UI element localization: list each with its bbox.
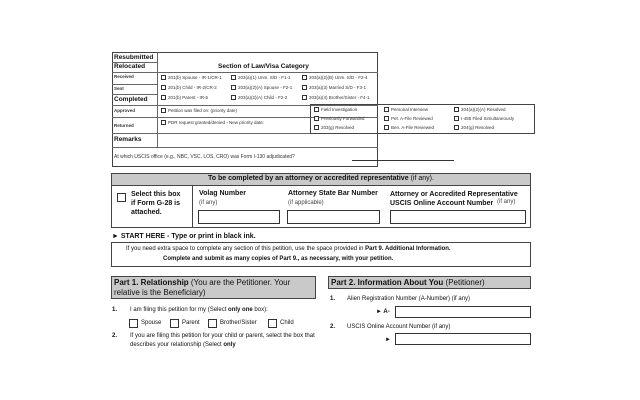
uscis-office-question: At which USCIS office (e.g., NBC, VSC, LOS, CRO) was Form I-130 adjudicated? — [114, 154, 295, 160]
review-checkbox[interactable] — [384, 125, 389, 130]
law-checkbox[interactable] — [231, 85, 236, 90]
attorney-header-text — [208, 175, 434, 182]
part2-title — [331, 278, 485, 287]
divider — [112, 72, 378, 73]
law-option: 203(a)(2)(B) Unm. S/D - F2-4 — [309, 75, 368, 80]
online-account-arrow-icon: ► — [385, 337, 391, 343]
law-option: 203(a)(4) Brother/Sister - F4-1 — [309, 95, 370, 100]
law-option: 201(b) Child - IR-2/CR-2 — [168, 85, 217, 90]
p2-q2-number: 2. — [330, 324, 336, 330]
review-item: 204(g) Resolved — [461, 125, 495, 130]
law-option: 201(b) Parent - IR-5 — [168, 95, 209, 100]
returned-checkbox[interactable] — [161, 120, 166, 125]
q1-number: 1. — [112, 307, 118, 313]
sent-label: Sent — [114, 86, 124, 91]
volag-note: (if any) — [199, 200, 218, 206]
review-checkbox[interactable] — [454, 125, 459, 130]
part2-title-bold: Part 2. Information About You — [331, 278, 444, 287]
law-checkbox[interactable] — [302, 95, 307, 100]
q2-number: 2. — [112, 333, 118, 339]
bar-label: Attorney State Bar Number — [288, 190, 378, 197]
law-checkbox[interactable] — [161, 75, 166, 80]
start-arrow-icon: ► — [112, 233, 119, 240]
child-checkbox[interactable] — [268, 319, 277, 328]
divider — [112, 94, 157, 95]
q1-text — [130, 307, 268, 313]
review-checkbox[interactable] — [314, 116, 319, 121]
rep-label: Attorney or Accredited Representative USCIS Online Account Number — [390, 191, 518, 207]
review-item: I-485 Filed Simultaneously — [461, 116, 515, 121]
resubmitted-label: Resubmitted — [114, 54, 154, 61]
q2-text — [130, 332, 316, 350]
law-checkbox[interactable] — [302, 75, 307, 80]
q2-text-main: If you are filing this petition for your child or parent, select the box that describes your relationship (Select — [130, 333, 315, 348]
parent-checkbox[interactable] — [170, 319, 179, 328]
rep-input[interactable] — [390, 210, 526, 224]
attorney-header-note: (if any). — [410, 175, 434, 182]
law-option: 203(a)(1) Unm. S/D - F1-1 — [238, 75, 291, 80]
instructions-line1 — [126, 246, 451, 252]
bar-input[interactable] — [287, 210, 380, 224]
review-checkbox[interactable] — [314, 107, 319, 112]
part1-title-bold: Part 1. Relationship — [114, 278, 189, 287]
instructions-text: If you need extra space to complete any section of this petition, use the space provided in — [126, 246, 364, 252]
approved-checkbox[interactable] — [161, 108, 166, 113]
relocated-label: Relocated — [114, 63, 146, 70]
completed-label: Completed — [114, 96, 148, 103]
review-checkbox[interactable] — [384, 116, 389, 121]
approved-label: Approved — [114, 108, 136, 113]
g28-label: Select this box if Form G-28 is attached. — [131, 191, 181, 216]
online-account-input[interactable] — [395, 333, 531, 345]
law-option: 201(b) Spouse - IR-1/CR-1 — [168, 75, 222, 80]
review-item: Field Investigation — [321, 107, 358, 112]
spouse-checkbox[interactable] — [129, 319, 138, 328]
child-label: Child — [280, 320, 294, 326]
received-label: Received — [114, 74, 134, 79]
p2-q1-text: Alien Registration Number (A-Number) (if any) — [347, 296, 471, 302]
law-option: 203(a)(3) Married S/D - F3-1 — [309, 85, 367, 90]
volag-label: Volag Number — [199, 190, 246, 197]
instructions-line2: Complete and submit as many copies of Part 9., as necessary, with your petition. — [163, 256, 394, 262]
returned-label: Returned — [114, 123, 134, 128]
law-option: 203(a)(2)(A) Spouse - F2-1 — [238, 85, 293, 90]
divider — [112, 147, 378, 148]
instructions-bold: Part 9. Additional Information. — [365, 246, 451, 252]
review-item: Previously Forwarded — [321, 116, 365, 121]
review-item: Ben. A-File Reviewed — [391, 125, 435, 130]
a-number-input[interactable] — [395, 306, 531, 318]
review-item: 203(g) Resolved — [321, 125, 355, 130]
bar-note: (if applicable) — [288, 200, 324, 206]
brother-sister-checkbox[interactable] — [208, 319, 217, 328]
volag-input[interactable] — [198, 210, 280, 224]
law-checkbox[interactable] — [161, 85, 166, 90]
divider — [192, 185, 193, 228]
review-item: Personal Interview — [391, 107, 429, 112]
parent-label: Parent — [182, 320, 200, 326]
g28-checkbox[interactable] — [117, 193, 126, 202]
law-checkbox[interactable] — [302, 85, 307, 90]
uscis-office-answer-line[interactable] — [352, 160, 454, 161]
law-checkbox[interactable] — [161, 95, 166, 100]
part2-title-rest: (Petitioner) — [445, 278, 485, 287]
part1-title — [114, 278, 314, 298]
review-checkbox[interactable] — [454, 116, 459, 121]
law-option: 203(a)(2)(A) Child - F2-2 — [238, 95, 288, 100]
review-checkbox[interactable] — [384, 107, 389, 112]
start-here-text: START HERE - Type or print in black ink. — [120, 233, 256, 240]
law-checkbox[interactable] — [231, 75, 236, 80]
q2-text-bold: only — [223, 342, 236, 348]
q1-text-bold: only one — [228, 307, 253, 313]
approved-text: Petition was filed on: (priority date) — [168, 108, 238, 113]
brother-sister-label: Brother/Sister — [220, 320, 257, 326]
q1-text-pre: I am filing this petition for my (Select — [130, 307, 227, 313]
spouse-label: Spouse — [141, 320, 162, 326]
review-checkbox[interactable] — [454, 107, 459, 112]
p2-q1-number: 1. — [330, 296, 336, 302]
review-item: Pet. A-File Reviewed — [391, 116, 433, 121]
q1-text-post: box): — [254, 307, 268, 313]
start-here-line — [112, 233, 256, 240]
law-checkbox[interactable] — [231, 95, 236, 100]
a-number-prefix: ► A- — [376, 309, 390, 315]
part1-title-rest: (You are the Petitioner. Your relative is the Beneficiary) — [114, 278, 291, 297]
returned-text: PDR request granted/denied - New priority date: — [168, 120, 265, 125]
review-checkbox[interactable] — [314, 125, 319, 130]
attorney-header-bold: To be completed by an attorney or accredited representative — [208, 175, 409, 182]
law-visa-header: Section of Law/Visa Category — [218, 63, 309, 70]
review-item: 204(a)(2)(A) Resolved — [461, 107, 506, 112]
p2-q2-text: USCIS Online Account Number (if any) — [347, 324, 451, 330]
rep-note: (if any) — [497, 199, 516, 205]
remarks-label: Remarks — [114, 136, 142, 143]
divider — [112, 84, 157, 85]
